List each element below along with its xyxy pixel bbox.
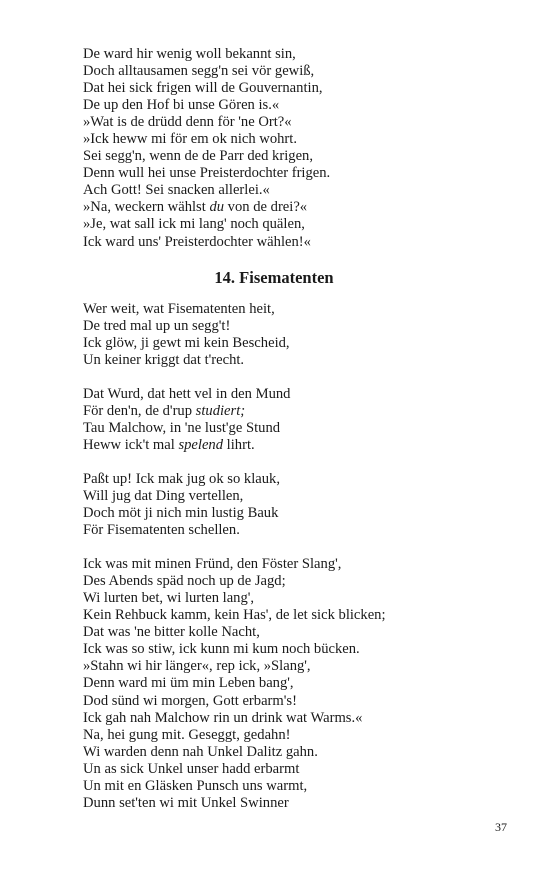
stanza-gap	[83, 539, 483, 556]
verse-text: von de drei?«	[224, 199, 308, 216]
verse-line: »Stahn wi hir länger«, rep ick, »Slang',	[83, 658, 311, 675]
page-body	[83, 46, 483, 812]
verse-line: Ick ward uns' Preisterdochter wählen!«	[83, 233, 311, 250]
verse-line: Ick gah nah Malchow rin un drink wat Warms.«	[83, 709, 363, 726]
verse-line: Dat was 'ne bitter kolle Nacht,	[83, 624, 260, 641]
stanza-gap	[83, 369, 483, 386]
verse-line: Ick glöw, ji gewt mi kein Bescheid,	[83, 334, 290, 351]
verse-line: Na, hei gung mit. Geseggt, gedahn!	[83, 726, 291, 743]
verse-line: Dat hei sick frigen will de Gouvernantin,	[83, 80, 323, 97]
verse-line: De ward hir wenig woll bekannt sin,	[83, 46, 296, 62]
verse-line: Tau Malchow, in 'ne lust'ge Stund	[83, 419, 281, 436]
verse-line: Ick was so stiw, ick kunn mi kum noch bücken.	[83, 641, 360, 658]
verse-line: Paßt up! Ick mak jug ok so klauk,	[83, 470, 280, 487]
stanza-intro	[83, 46, 483, 251]
verse-line	[83, 199, 483, 216]
verse-line: Dat Wurd, dat hett vel in den Mund	[83, 385, 291, 402]
verse-text: lihrt.	[223, 436, 255, 453]
page-number: 37	[495, 820, 507, 834]
verse-line: Denn ward mi üm min Leben bang',	[83, 675, 294, 692]
verse-line: Un mit en Gläsken Punsch uns warmt,	[83, 777, 308, 794]
stanza-2	[83, 386, 483, 454]
verse-line: Wer weit, wat Fisematenten heit,	[83, 300, 275, 317]
verse-line: Un keiner kriggt dat t'recht.	[83, 351, 245, 368]
verse-line: Doch alltausamen segg'n sei vör gewiß,	[83, 63, 315, 80]
verse-line: Sei segg'n, wenn de de Parr ded krigen,	[83, 148, 313, 165]
verse-line: »Ick heww mi för em ok nich wohrt.	[83, 131, 297, 148]
stanza-gap	[83, 454, 483, 471]
stanza-3	[83, 471, 483, 539]
verse-line: Kein Rehbuck kamm, kein Has', de let sick blicken;	[83, 607, 386, 624]
verse-emphasis: spelend	[178, 436, 224, 453]
verse-text: »Na, weckern wählst	[83, 199, 210, 216]
verse-line: Denn wull hei unse Preisterdochter frigen.	[83, 165, 331, 182]
verse-text: Heww ick't mal	[83, 436, 179, 453]
verse-line: Ach Gott! Sei snacken allerlei.«	[83, 182, 270, 199]
verse-line: Un as sick Unkel unser hadd erbarmt	[83, 760, 300, 777]
poem-heading: 14. Fisematenten	[214, 267, 334, 287]
verse-line: Ick was mit minen Fründ, den Föster Slang',	[83, 556, 342, 573]
verse-text: För den'n, de d'rup	[83, 402, 196, 419]
verse-emphasis: du	[209, 199, 225, 216]
verse-line	[83, 403, 483, 420]
stanza-4	[83, 556, 483, 812]
verse-line: »Je, wat sall ick mi lang' noch quälen,	[83, 216, 305, 233]
verse-line: Wi lurten bet, wi lurten lang',	[83, 590, 255, 607]
verse-line: Des Abends späd noch up de Jagd;	[83, 573, 286, 590]
verse-line: De tred mal up un segg't!	[83, 317, 231, 334]
verse-line: Will jug dat Ding vertellen,	[83, 487, 244, 504]
verse-line	[83, 437, 483, 454]
verse-emphasis: studiert;	[195, 402, 246, 419]
verse-line: Wi warden denn nah Unkel Dalitz gahn.	[83, 743, 318, 760]
verse-line: Doch möt ji nich min lustig Bauk	[83, 505, 279, 522]
verse-line: Dod sünd wi morgen, Gott erbarm's!	[83, 692, 297, 709]
verse-line: »Wat is de drüdd denn för 'ne Ort?«	[83, 114, 292, 131]
verse-line: För Fisematenten schellen.	[83, 522, 240, 539]
stanza-1	[83, 301, 483, 369]
verse-line: Dunn set'ten wi mit Unkel Swinner	[83, 794, 289, 811]
verse-line: De up den Hof bi unse Gören is.«	[83, 97, 280, 114]
